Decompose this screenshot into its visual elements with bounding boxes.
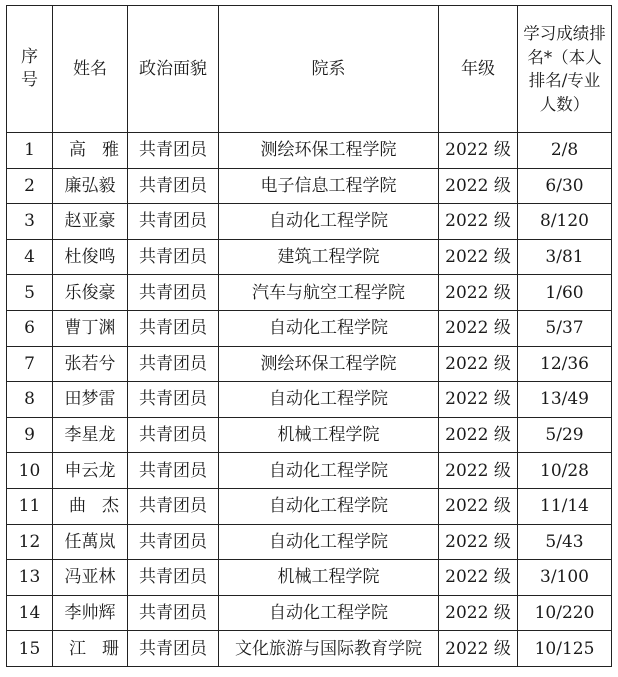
table-row [7, 524, 612, 560]
cell-ranking: 2/8 [518, 133, 612, 169]
cell-index: 13 [7, 560, 53, 596]
cell-political-status: 共青团员 [128, 204, 219, 240]
cell-name: 田梦雷 [53, 382, 128, 418]
cell-grade: 2022 级 [439, 239, 518, 275]
cell-ranking: 5/37 [518, 310, 612, 346]
cell-ranking: 5/43 [518, 524, 612, 560]
cell-ranking: 5/29 [518, 417, 612, 453]
cell-grade: 2022 级 [439, 417, 518, 453]
cell-grade: 2022 级 [439, 346, 518, 382]
cell-name: 高雅 [53, 133, 128, 169]
cell-political-status: 共青团员 [128, 310, 219, 346]
cell-ranking: 1/60 [518, 275, 612, 311]
cell-index: 1 [7, 133, 53, 169]
cell-department: 自动化工程学院 [219, 595, 439, 631]
cell-grade: 2022 级 [439, 560, 518, 596]
cell-grade: 2022 级 [439, 310, 518, 346]
table-row [7, 310, 612, 346]
cell-name: 江珊 [53, 631, 128, 667]
cell-ranking: 13/49 [518, 382, 612, 418]
cell-grade: 2022 级 [439, 168, 518, 204]
cell-department: 自动化工程学院 [219, 204, 439, 240]
cell-ranking: 10/125 [518, 631, 612, 667]
cell-department: 机械工程学院 [219, 560, 439, 596]
cell-index: 2 [7, 168, 53, 204]
cell-department: 自动化工程学院 [219, 488, 439, 524]
cell-name: 杜俊鸣 [53, 239, 128, 275]
cell-grade: 2022 级 [439, 595, 518, 631]
cell-index: 7 [7, 346, 53, 382]
cell-political-status: 共青团员 [128, 488, 219, 524]
table-row [7, 168, 612, 204]
cell-political-status: 共青团员 [128, 275, 219, 311]
cell-grade: 2022 级 [439, 524, 518, 560]
cell-index: 4 [7, 239, 53, 275]
cell-name: 曲杰 [53, 488, 128, 524]
table-row [7, 204, 612, 240]
table-row [7, 133, 612, 169]
cell-political-status: 共青团员 [128, 595, 219, 631]
cell-index: 5 [7, 275, 53, 311]
table-row [7, 417, 612, 453]
cell-political-status: 共青团员 [128, 346, 219, 382]
cell-name: 廉弘毅 [53, 168, 128, 204]
cell-name: 张若兮 [53, 346, 128, 382]
cell-name: 任萬岚 [53, 524, 128, 560]
cell-index: 14 [7, 595, 53, 631]
cell-grade: 2022 级 [439, 631, 518, 667]
table-row [7, 595, 612, 631]
table-body [7, 133, 612, 667]
cell-political-status: 共青团员 [128, 133, 219, 169]
header-index: 序号 [7, 6, 53, 133]
cell-name: 冯亚林 [53, 560, 128, 596]
cell-ranking: 10/28 [518, 453, 612, 489]
cell-political-status: 共青团员 [128, 417, 219, 453]
cell-department: 文化旅游与国际教育学院 [219, 631, 439, 667]
header-ranking: 学习成绩排名*（本人排名/专业人数） [518, 6, 612, 133]
cell-ranking: 3/81 [518, 239, 612, 275]
cell-name: 李星龙 [53, 417, 128, 453]
cell-grade: 2022 级 [439, 133, 518, 169]
table-row [7, 346, 612, 382]
cell-name: 申云龙 [53, 453, 128, 489]
cell-political-status: 共青团员 [128, 239, 219, 275]
cell-political-status: 共青团员 [128, 453, 219, 489]
cell-department: 自动化工程学院 [219, 524, 439, 560]
cell-department: 自动化工程学院 [219, 453, 439, 489]
cell-ranking: 11/14 [518, 488, 612, 524]
cell-index: 10 [7, 453, 53, 489]
cell-index: 12 [7, 524, 53, 560]
cell-grade: 2022 级 [439, 382, 518, 418]
cell-index: 8 [7, 382, 53, 418]
table-row [7, 239, 612, 275]
cell-political-status: 共青团员 [128, 524, 219, 560]
cell-political-status: 共青团员 [128, 168, 219, 204]
cell-grade: 2022 级 [439, 453, 518, 489]
cell-grade: 2022 级 [439, 488, 518, 524]
cell-grade: 2022 级 [439, 275, 518, 311]
cell-political-status: 共青团员 [128, 560, 219, 596]
cell-index: 6 [7, 310, 53, 346]
cell-political-status: 共青团员 [128, 382, 219, 418]
cell-name: 李帅辉 [53, 595, 128, 631]
cell-index: 15 [7, 631, 53, 667]
cell-department: 电子信息工程学院 [219, 168, 439, 204]
student-table [6, 5, 612, 667]
cell-grade: 2022 级 [439, 204, 518, 240]
cell-political-status: 共青团员 [128, 631, 219, 667]
cell-department: 自动化工程学院 [219, 382, 439, 418]
cell-department: 测绘环保工程学院 [219, 133, 439, 169]
table-row [7, 560, 612, 596]
table-row [7, 382, 612, 418]
table-row [7, 275, 612, 311]
cell-ranking: 6/30 [518, 168, 612, 204]
cell-ranking: 3/100 [518, 560, 612, 596]
cell-name: 曹丁渊 [53, 310, 128, 346]
header-department: 院系 [219, 6, 439, 133]
header-grade: 年级 [439, 6, 518, 133]
cell-name: 赵亚豪 [53, 204, 128, 240]
cell-name: 乐俊豪 [53, 275, 128, 311]
cell-ranking: 8/120 [518, 204, 612, 240]
cell-index: 3 [7, 204, 53, 240]
table-row [7, 453, 612, 489]
cell-index: 9 [7, 417, 53, 453]
cell-department: 建筑工程学院 [219, 239, 439, 275]
header-political-status: 政治面貌 [128, 6, 219, 133]
header-name: 姓名 [53, 6, 128, 133]
table-row [7, 488, 612, 524]
cell-department: 自动化工程学院 [219, 310, 439, 346]
cell-department: 汽车与航空工程学院 [219, 275, 439, 311]
cell-index: 11 [7, 488, 53, 524]
cell-department: 测绘环保工程学院 [219, 346, 439, 382]
table-row [7, 631, 612, 667]
cell-ranking: 10/220 [518, 595, 612, 631]
header-row [7, 6, 612, 133]
cell-ranking: 12/36 [518, 346, 612, 382]
cell-department: 机械工程学院 [219, 417, 439, 453]
